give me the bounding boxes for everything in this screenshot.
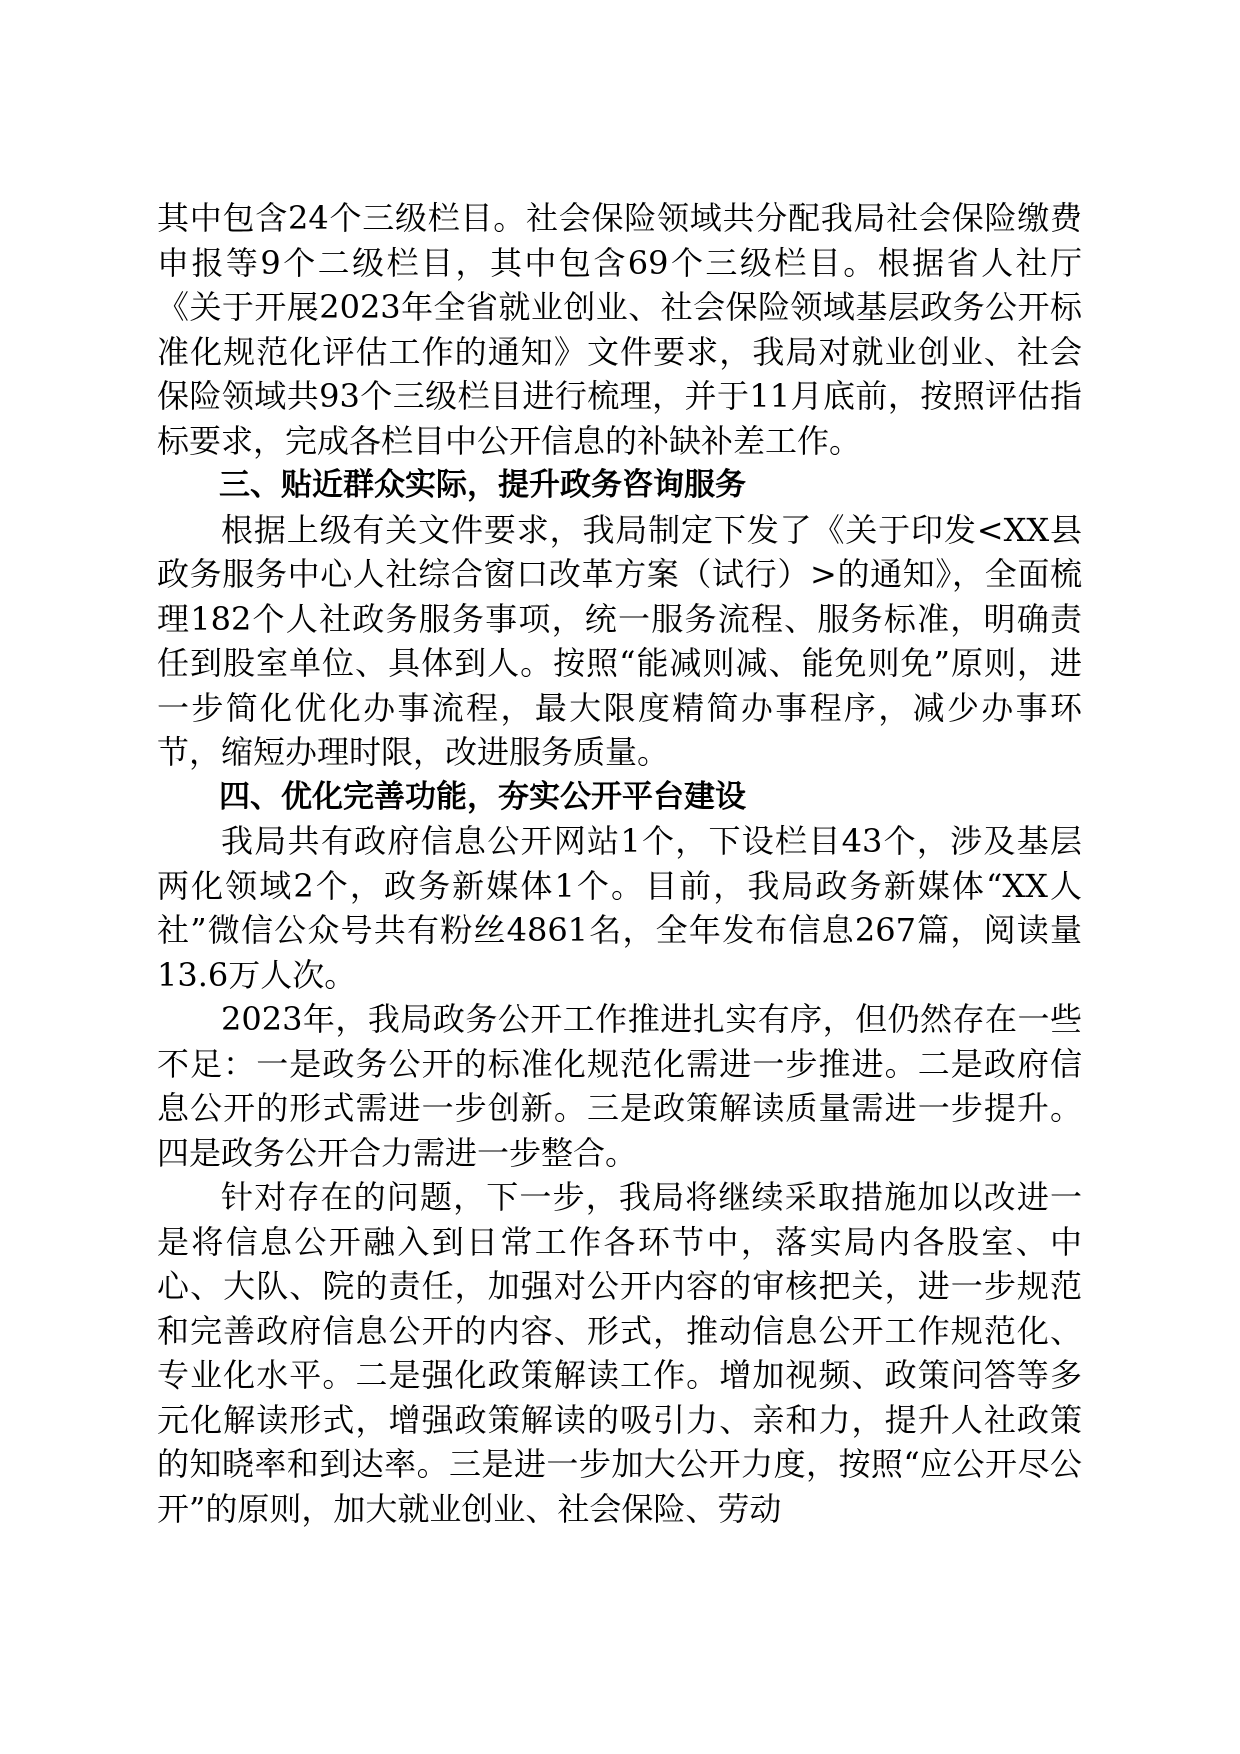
paragraph-next-steps: 针对存在的问题，下一步，我局将继续采取措施加以改进一是将信息公开融入到日常工作各环节中，落实局内各股室、中心、大队、院的责任，加强对公开内容的审核把关，进一步规范和完善政府信息公开的内容、形式，推动信息公开工作规范化、专业化水平。二是强化政策解读工作。增加视频、政策问答等多元化解读形式，增强政策解读的吸引力、亲和力，提升人社政策的知晓率和到达率。三是进一步加大公开力度，按照“应公开尽公开”的原则，加大就业创业、社会保险、劳动 [157, 1178, 1082, 1528]
paragraph-platform: 我局共有政府信息公开网站1个，下设栏目43个，涉及基层两化领域2个，政务新媒体1个。目前，我局政务新媒体“XX人社”微信公众号共有粉丝4861名，全年发布信息267篇，阅读量13.6万人次。 [157, 822, 1082, 994]
section-heading-3: 三、贴近群众实际，提升政务咨询服务 [219, 467, 746, 503]
paragraph-consultation-service: 根据上级有关文件要求，我局制定下发了《关于印发<XX县政务服务中心人社综合窗口改革方案（试行）>的通知》，全面梳理182个人社政务服务事项，统一服务流程、服务标准，明确责任到股室单位、具体到人。按照“能减则减、能免则免”原则，进一步简化优化办事流程，最大限度精简办事程序，减少办事环节，缩短办理时限，改进服务质量。 [157, 510, 1082, 771]
paragraph-shortcomings: 2023年，我局政务公开工作推进扎实有序，但仍然存在一些不足：一是政务公开的标准化规范化需进一步推进。二是政府信息公开的形式需进一步创新。三是政策解读质量需进一步提升。四是政务公开合力需进一步整合。 [157, 1000, 1082, 1172]
section-heading-4: 四、优化完善功能，夯实公开平台建设 [219, 778, 746, 815]
document-page [157, 196, 1082, 1531]
paragraph-continuation: 其中包含24个三级栏目。社会保险领域共分配我局社会保险缴费申报等9个二级栏目，其中包含69个三级栏目。根据省人社厅《关于开展2023年全省就业创业、社会保险领域基层政务公开标准化规范化评估工作的通知》文件要求，我局对就业创业、社会保险领域共93个三级栏目进行梳理，并于11月底前，按照评估指标要求，完成各栏目中公开信息的补缺补差工作。 [157, 199, 1082, 460]
